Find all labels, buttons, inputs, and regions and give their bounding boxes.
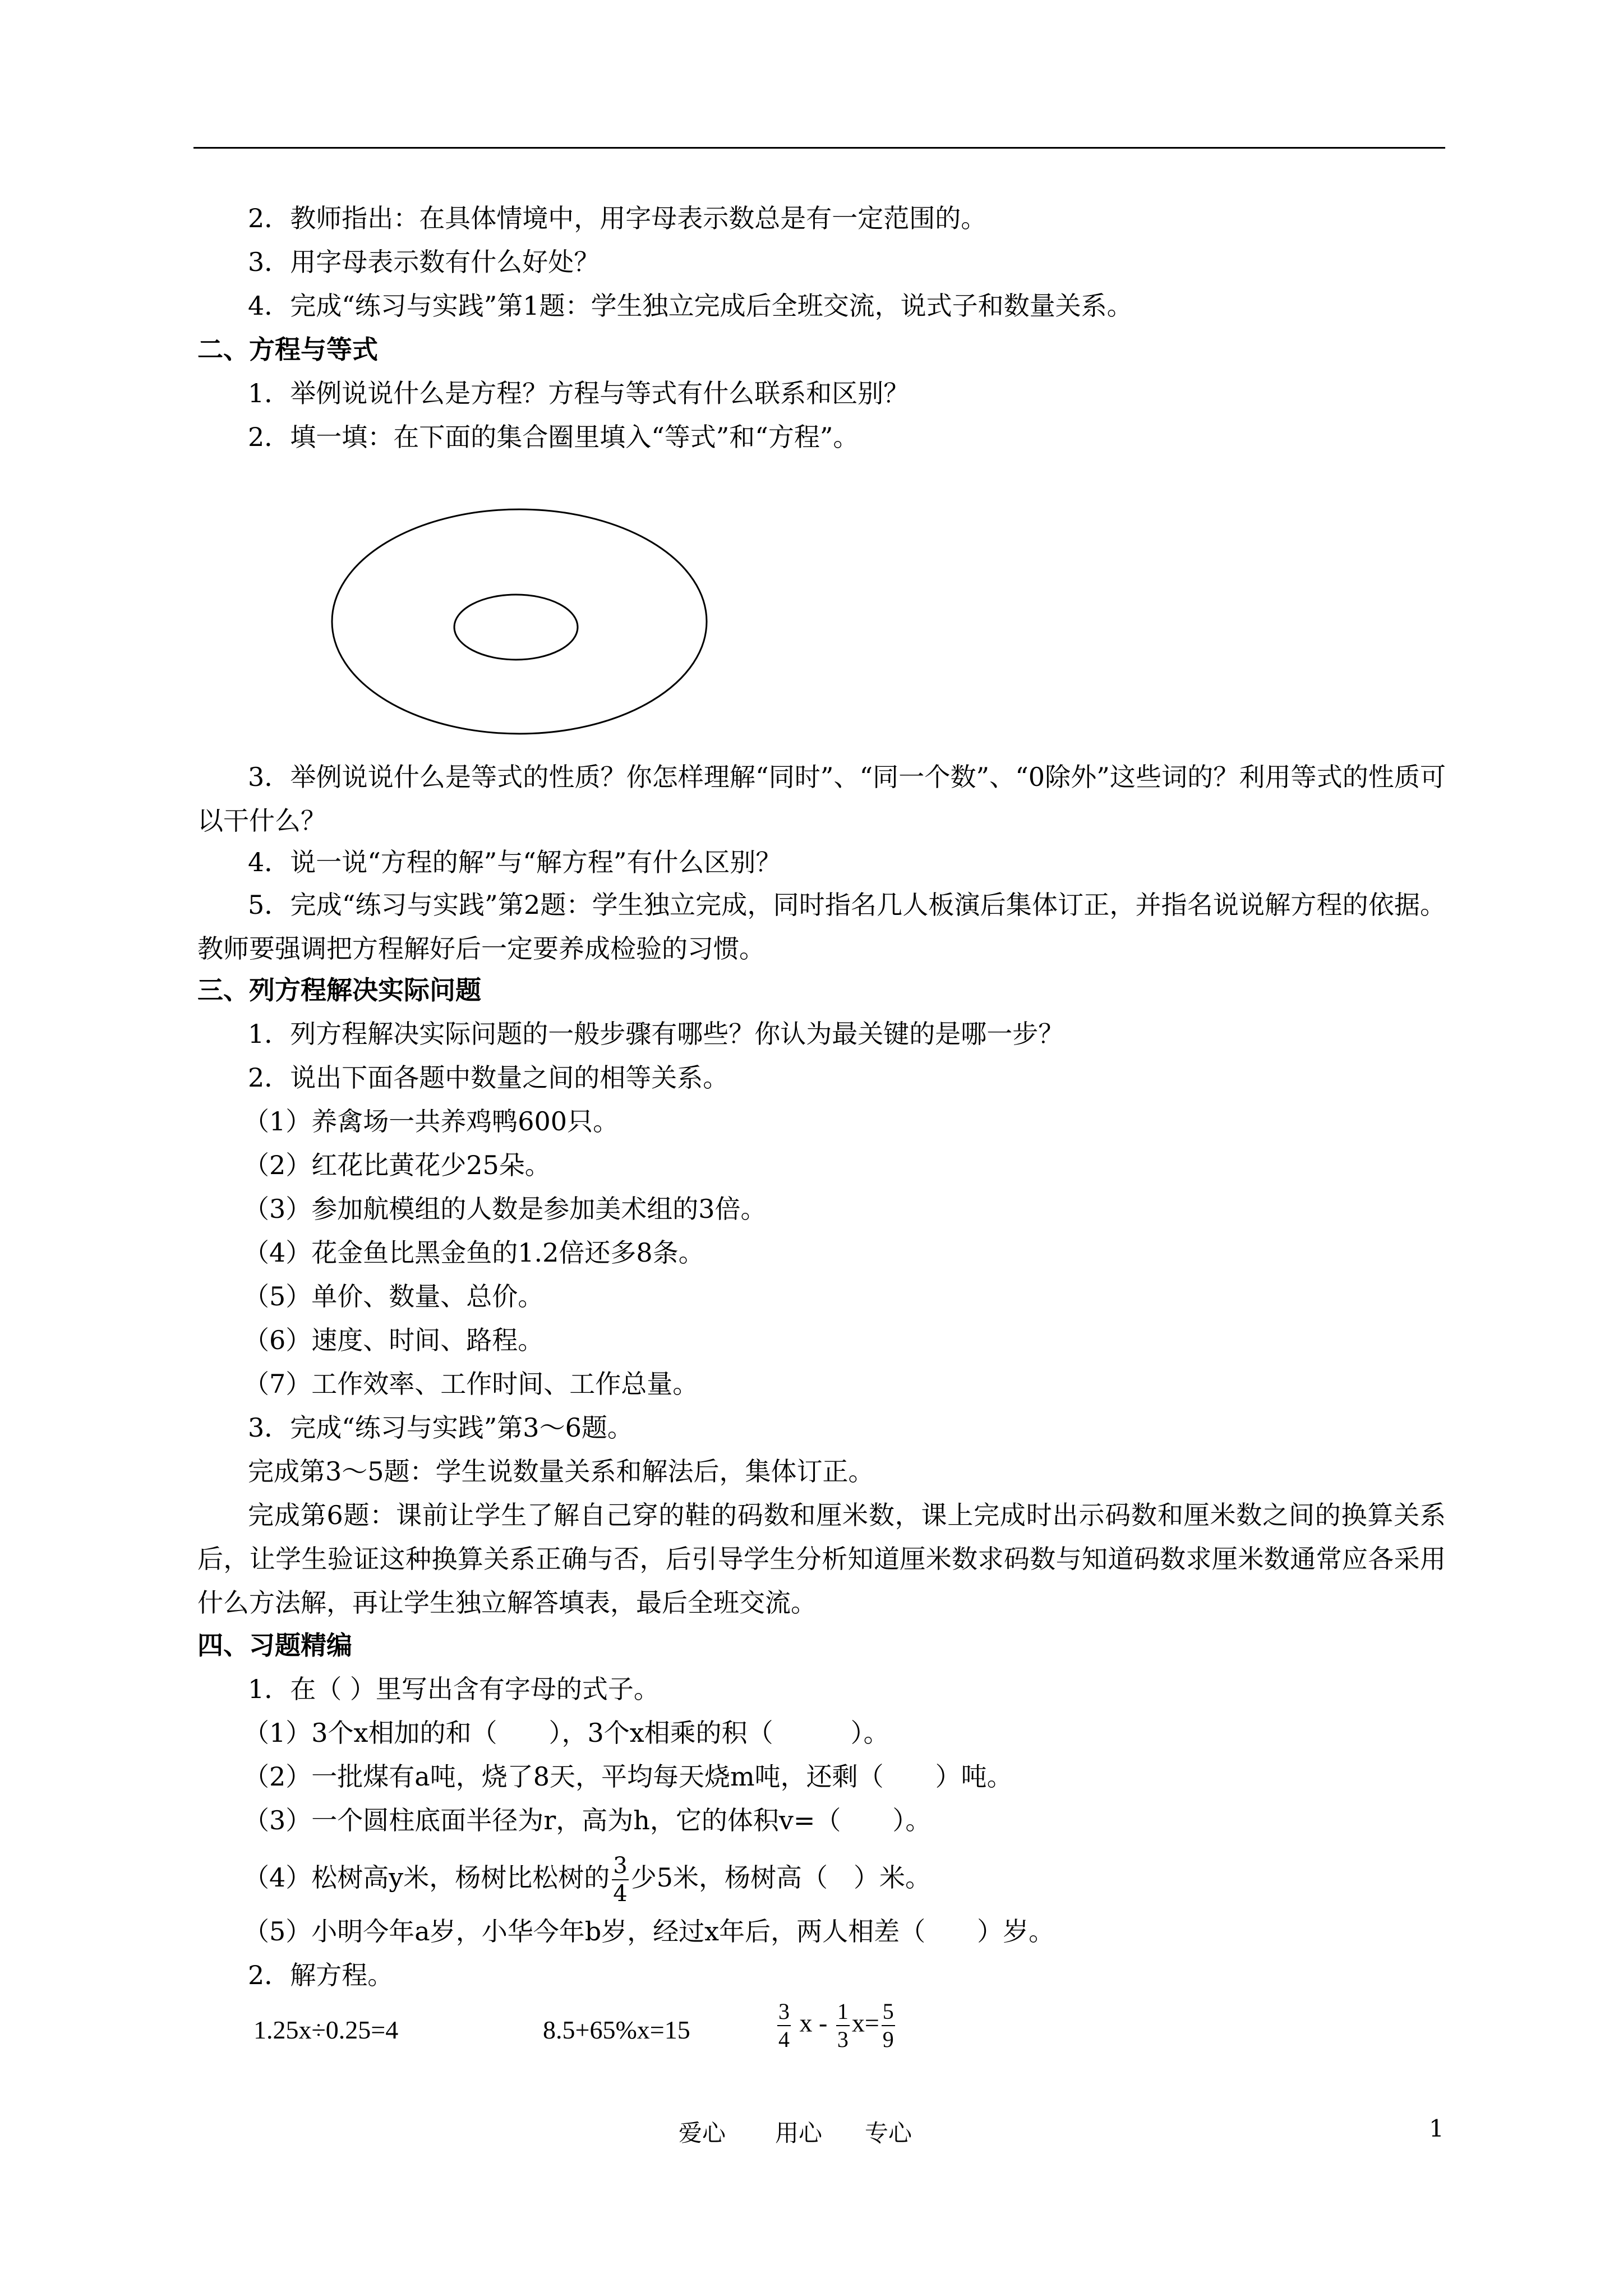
equation-1: 1.25x÷0.25=4	[253, 2016, 399, 2044]
exercise-q4	[243, 1855, 931, 1905]
exercise-q1: （1）3个x相加的和（ ），3个x相乘的积（ ）。	[243, 1718, 889, 1748]
equation-3-x-minus: x -	[799, 2008, 828, 2037]
exercise-q4-text-b: 少5米，杨树高（ ）米。	[630, 1862, 931, 1893]
s2-item-2: 2．填一填：在下面的集合圈里填入“等式”和“方程”。	[248, 422, 859, 452]
set-circle-diagram	[326, 505, 719, 740]
exercise-q2: （2）一批煤有a吨，烧了8天，平均每天烧m吨，还剩（ ）吨。	[243, 1761, 1013, 1792]
equation-3-x-equals: x=	[851, 2008, 879, 2037]
outer-set-circle	[332, 509, 707, 734]
page-number: 1	[1429, 2115, 1444, 2142]
footer-motto-3: 专心	[865, 2119, 912, 2147]
section-4-heading: 四、习题精编	[197, 1630, 352, 1660]
s2-item-3: 3．举例说说什么是等式的性质？你怎样理解“同时”、“同一个数”、“0除外”这些词的？利用等式的性质可以干什么？	[197, 762, 1446, 836]
s4-item-1: 1．在（ ）里写出含有字母的式子。	[248, 1674, 660, 1704]
relation-item: （5）单价、数量、总价。	[243, 1281, 544, 1312]
inner-set-circle	[454, 595, 578, 660]
s2-item-5: 5．完成“练习与实践”第2题：学生独立完成，同时指名几人板演后集体订正，并指名说说解方程的依据。教师要强调把方程解好后一定要养成检验的习惯。	[197, 890, 1446, 964]
section-2-heading: 二、方程与等式	[197, 334, 378, 365]
s3-item-3: 3．完成“练习与实践”第3～6题。	[248, 1412, 633, 1443]
s3-paragraph-2: 完成第6题：课前让学生了解自己穿的鞋的码数和厘米数，课上完成时出示码数和厘米数之间的换算关系后，让学生验证这种换算关系正确与否，后引导学生分析知道厘米数求码数与知道码数求厘米数通常应各采用什么方法解，再让学生独立解答填表，最后全班交流。	[197, 1500, 1446, 1618]
relation-item: （4）花金鱼比黑金鱼的1.2倍还多8条。	[243, 1237, 704, 1268]
s2-item-1: 1．举例说说什么是方程？方程与等式有什么联系和区别？	[248, 378, 910, 408]
relation-item: （1）养禽场一共养鸡鸭600只。	[243, 1106, 619, 1137]
fraction-3-4: $\frac{3}{4}$	[778, 1999, 790, 2052]
exercise-q5: （5）小明今年a岁，小华今年b岁，经过x年后，两人相差（ ）岁。	[243, 1916, 1055, 1947]
fraction-three-quarters: $\frac{3}{4}$	[613, 1853, 628, 1907]
s1-item-3: 3．用字母表示数有什么好处？	[248, 247, 600, 277]
relation-item: （2）红花比黄花少25朵。	[243, 1150, 551, 1180]
s1-item-2: 2．教师指出：在具体情境中，用字母表示数总是有一定范围的。	[248, 203, 987, 233]
footer-motto-1: 爱心	[679, 2119, 726, 2147]
fraction-5-9: $\frac{5}{9}$	[882, 1999, 894, 2052]
exercise-q3: （3）一个圆柱底面半径为r，高为h，它的体积v=（ ）。	[243, 1805, 932, 1835]
fraction-1-3: $\frac{1}{3}$	[837, 1999, 849, 2052]
relation-item: （3）参加航模组的人数是参加美术组的3倍。	[243, 1194, 767, 1224]
equation-2: 8.5+65%x=15	[543, 2016, 690, 2044]
section-3-heading: 三、列方程解决实际问题	[197, 975, 481, 1005]
relation-item: （7）工作效率、工作时间、工作总量。	[243, 1369, 699, 1399]
s4-item-2: 2．解方程。	[248, 1960, 394, 1990]
footer-motto-2: 用心	[775, 2119, 823, 2147]
header-rule	[193, 147, 1445, 149]
s2-item-4: 4．说一说“方程的解”与“解方程”有什么区别？	[248, 847, 782, 877]
s1-item-4: 4．完成“练习与实践”第1题：学生独立完成后全班交流，说式子和数量关系。	[248, 291, 1133, 321]
exercise-q4-text-a: （4）松树高y米，杨树比松树的	[243, 1862, 610, 1893]
s3-paragraph-1: 完成第3～5题：学生说数量关系和解法后，集体订正。	[248, 1456, 874, 1487]
equation-3	[775, 2000, 897, 2051]
s3-item-1: 1．列方程解决实际问题的一般步骤有哪些？你认为最关键的是哪一步？	[248, 1019, 1064, 1049]
relation-item: （6）速度、时间、路程。	[243, 1325, 544, 1355]
s3-item-2: 2．说出下面各题中数量之间的相等关系。	[248, 1062, 729, 1093]
